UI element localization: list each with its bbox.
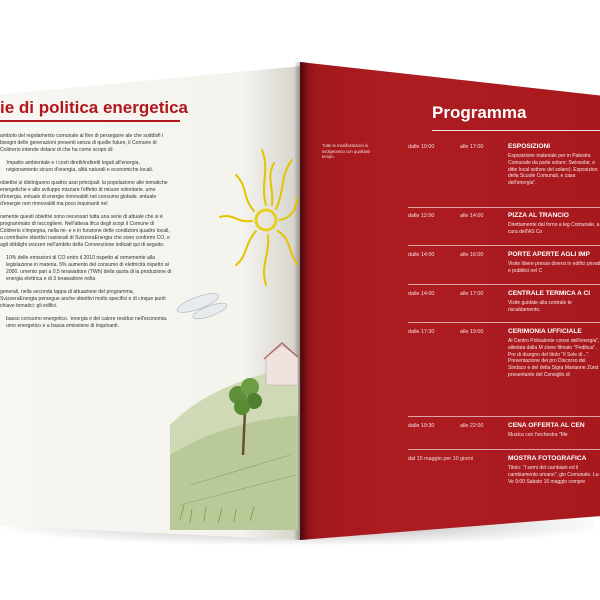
cloud-drawing xyxy=(175,290,228,322)
event-description: Visite guidate alla centrale te riscaldamento. xyxy=(508,300,572,313)
event-description: Direttamente dal forno a leg Comunale, a cura dell'AS Co xyxy=(508,222,600,235)
event-start-time: dalle 17:30 xyxy=(408,329,435,335)
left-paragraph: basso consumo energetico. 'energia e del calore residuo nell'economia. umo energetico e a bassa emissione di inquinanti. xyxy=(6,316,168,329)
event-start-time: dalle 14:00 xyxy=(408,252,435,258)
left-paragraph: ambolo del regolamento comunale al fine di perseguire ale che soddisfi i bisogni delle generazioni presenti senza di quelle future, il Comune di Coldrerio intende dotarsi di che ha come scopo di: xyxy=(0,133,164,153)
left-paragraph: generali, nella seconda tappa di attuazione del programma, SvizzeraEnergia persegue anche obiettivi molto specifici e di cinque punti chiave tematici: gli edifici. xyxy=(0,289,166,309)
left-paragraph: 10% delle emissioni di CO entro il 2010 rispetto al ormemente alla legislazione in materia. 5% aumento del consumo di elettricità rispetto al 2000. umento pari a 0,5 terawattore (TWh) della quota di la produzione di energia elettrica e di 3 terawattore nella xyxy=(6,255,172,282)
event-title: CENA OFFERTA AL CEN xyxy=(508,422,585,429)
event-end-time: alle 14:00 xyxy=(460,213,484,219)
event-title: PORTE APERTE AGLI IMP xyxy=(508,251,590,258)
event-title: CENTRALE TERMICA A CI xyxy=(508,290,591,297)
left-body-text xyxy=(0,133,172,336)
program-event xyxy=(408,329,600,389)
event-divider xyxy=(408,416,600,417)
event-end-time: alle 19:00 xyxy=(460,329,484,335)
house-drawing xyxy=(264,343,298,385)
program-event xyxy=(408,144,600,204)
event-end-time: alle 17:00 xyxy=(460,144,484,150)
event-description: Visite libere presso diversi in edifici privati e pubblici nel C xyxy=(508,261,600,274)
event-start-time: dalle 12:00 xyxy=(408,213,435,219)
event-title: ESPOSIZIONI xyxy=(508,143,551,150)
left-paragraph: 'impatto ambientale e i costi diretti/indiretti legati all'energia, rvigionamento sicuro d'energia, alità naturali e economiche locali. xyxy=(6,160,154,173)
event-end-time: alle 16:00 xyxy=(460,252,484,258)
event-end-time: alle 17:00 xyxy=(460,291,484,297)
left-paragraph: obiettivi si distinguono quattro assi principali: la popolazione alle tematiche energetiche e allo sviluppo mizzare l'effetto di misure volontarie. umo d'energia. entuale di energie rinnovabili nel consumo globale. entuale d'energie non rinnovabili ma poco inquinanti nel xyxy=(0,180,168,207)
event-description: Titolo: "I semi del cambiam ed il cambiamento umano". gio Comunale. Lu-Ve 9:00 Sabato 16 maggio compre xyxy=(508,465,600,485)
program-event xyxy=(408,456,600,516)
sun-drawing xyxy=(220,150,298,285)
event-start-time: dalle 19:30 xyxy=(408,423,435,429)
left-paragraph: ramente questi obiettivi sono necessari tutta una serie di attuale che si è programmato di raccogliere. Nell'attesa ifica degli scopi il Comune di Coldrerio s'impegna, nella mi- e e in funzione delle condizioni quadro locali, a contribuire obiettivi nazionali di SvizzeraEnergia che sono conformi CO, e agli obblighi svizzeri nell'ambito della Convenzione indicati qui di seguito. xyxy=(0,214,170,248)
event-description: Musica con l'orchestra "Me xyxy=(508,432,568,438)
program-title: Programma xyxy=(432,103,527,122)
event-divider xyxy=(408,284,600,285)
event-start-time: dal 15 maggio per 10 giorni xyxy=(408,456,474,462)
sun-tree-illustration xyxy=(170,125,298,530)
left-page-title: ie di politica energetica xyxy=(0,98,189,117)
event-divider xyxy=(408,207,600,208)
event-end-time: alle 22:00 xyxy=(460,423,484,429)
event-title: PIZZA AL TRANCIO xyxy=(508,212,569,219)
event-start-time: dalle 10:00 xyxy=(408,144,435,150)
event-start-time: dalle 14:00 xyxy=(408,291,435,297)
event-description: Al Centro Polivalente conse dell'energia", allietata dalla M zione filmato "Pedibus". Pre di disegno del titolo "Il Sole di...". Presentazione dei pro Discorso del Sindaco e del della Sigra Marianne Zünd presentante del Consiglio di xyxy=(508,338,600,378)
event-description: Esposizione materiale per in Palestra Comunale da parte solare; Swissolar, e ditte local settore del solare). Esposizion della Scuole Comunali, e casa dell'energia". xyxy=(508,153,598,187)
weather-note: Tutte le manifestazioni si svolgeranno con qualsiasi tempo. xyxy=(322,143,371,160)
left-title-rule xyxy=(0,120,180,122)
event-divider xyxy=(408,449,600,450)
event-title: MOSTRA FOTOGRAFICA xyxy=(508,455,587,462)
program-title-rule xyxy=(432,130,600,131)
event-divider xyxy=(408,322,600,323)
event-divider xyxy=(408,245,600,246)
event-title: CERIMONIA UFFICIALE xyxy=(508,328,582,335)
